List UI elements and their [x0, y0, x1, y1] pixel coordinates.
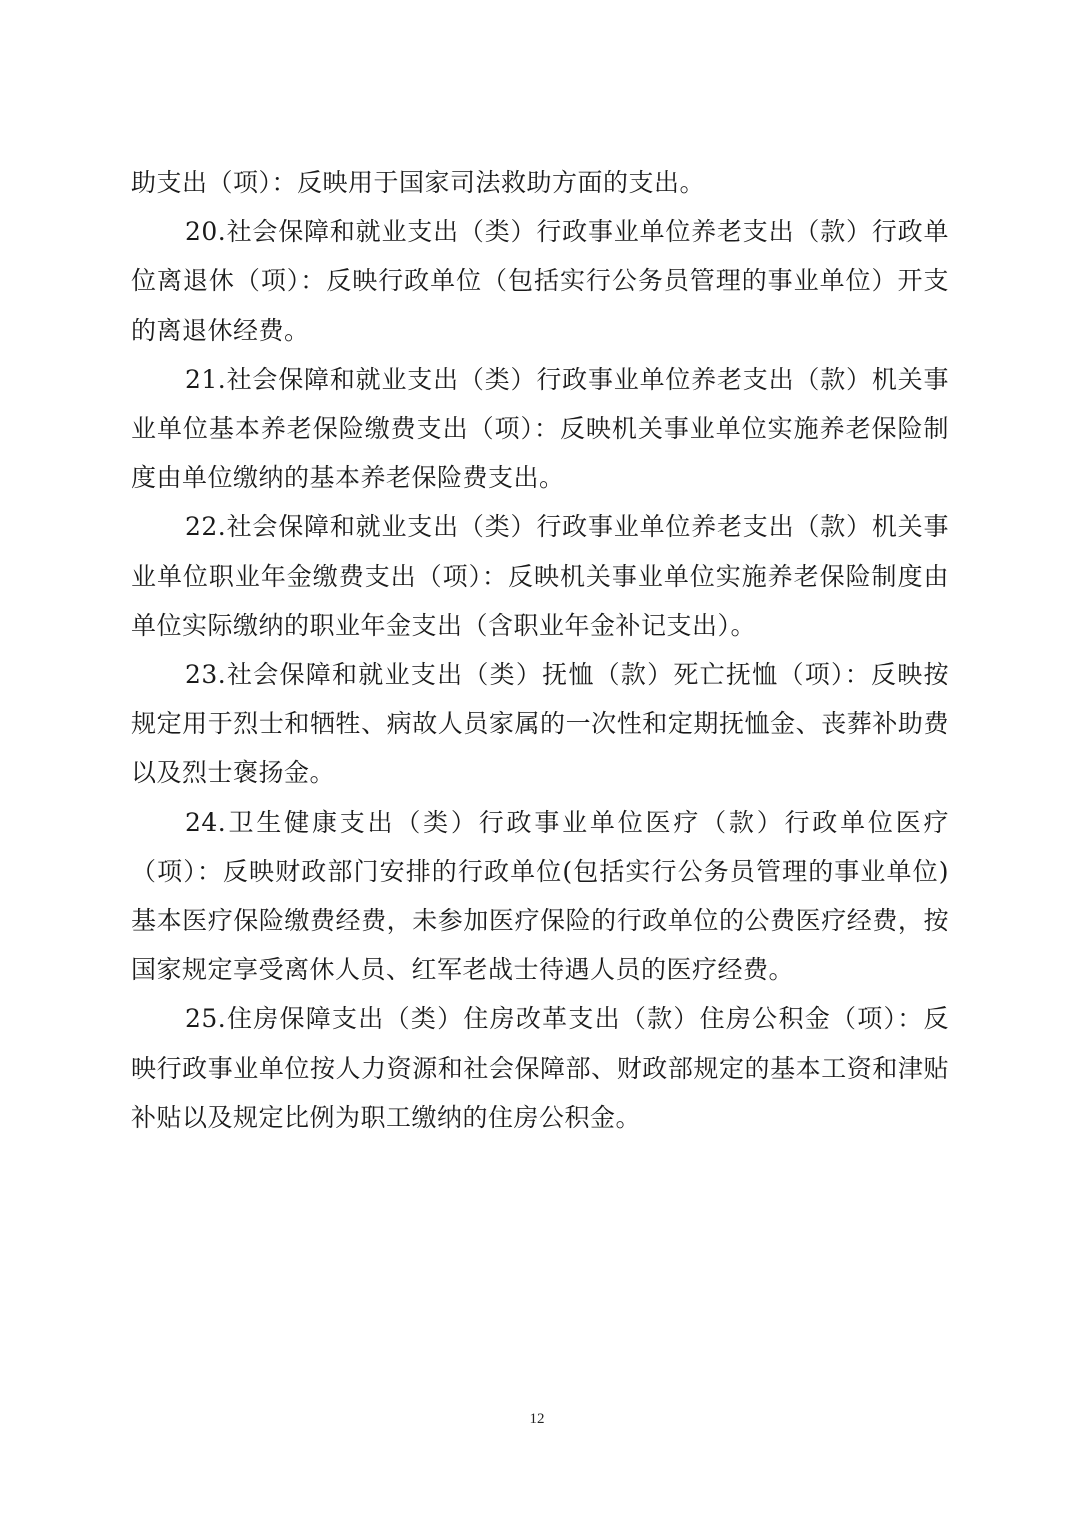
paragraph-item-20: 20.社会保障和就业支出（类）行政事业单位养老支出（款）行政单位离退休（项）：反映行政单位（包括实行公务员管理的事业单位）开支的离退休经费。 — [131, 217, 949, 345]
paragraph-continuation: 助支出（项）：反映用于国家司法救助方面的支出。 — [131, 168, 706, 197]
paragraph-item-21: 21.社会保障和就业支出（类）行政事业单位养老支出（款）机关事业单位基本养老保险缴费支出（项）：反映机关事业单位实施养老保险制度由单位缴纳的基本养老保险费支出。 — [131, 364, 949, 493]
page-number: 12 — [529, 1411, 545, 1427]
document-body — [131, 158, 949, 1142]
paragraph-item-24: 24.卫生健康支出（类）行政事业单位医疗（款）行政单位医疗（项）：反映财政部门安排的行政单位(包括实行公务员管理的事业单位)基本医疗保险缴费经费，未参加医疗保险的行政单位的公费医疗经费，按国家规定享受离休人员、红军老战士待遇人员的医疗经费。 — [131, 807, 949, 985]
paragraph-item-22: 22.社会保障和就业支出（类）行政事业单位养老支出（款）机关事业单位职业年金缴费支出（项）：反映机关事业单位实施养老保险制度由单位实际缴纳的职业年金支出（含职业年金补记支出）。 — [131, 512, 949, 640]
paragraph-item-23: 23.社会保障和就业支出（类）抚恤（款）死亡抚恤（项）：反映按规定用于烈士和牺牲、病故人员家属的一次性和定期抚恤金、丧葬补助费以及烈士褒扬金。 — [131, 660, 949, 788]
paragraph-item-25: 25.住房保障支出（类）住房改革支出（款）住房公积金（项）：反映行政事业单位按人力资源和社会保障部、财政部规定的基本工资和津贴补贴以及规定比例为职工缴纳的住房公积金。 — [131, 1004, 949, 1132]
